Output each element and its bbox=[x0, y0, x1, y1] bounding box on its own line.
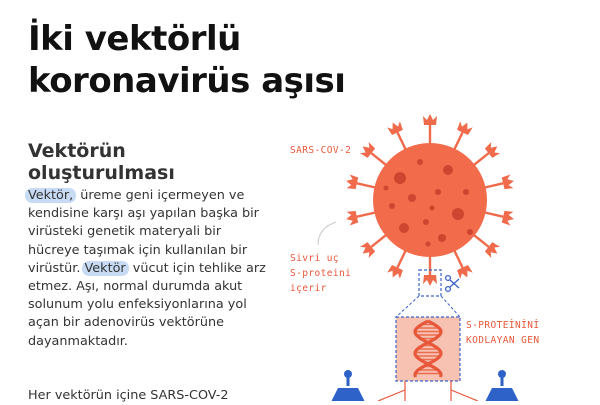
spike-stalk bbox=[484, 183, 503, 187]
virus-icon bbox=[345, 114, 516, 286]
label-spike-line-3: içerir bbox=[290, 283, 327, 294]
gene-branch-right bbox=[451, 390, 478, 401]
spike-stalk bbox=[397, 132, 406, 150]
virus-dot bbox=[408, 194, 416, 202]
virus-dot bbox=[443, 165, 453, 175]
spike-head bbox=[423, 114, 437, 125]
description-paragraph-2: Her vektörün içine SARS-COV-2 bbox=[28, 388, 229, 403]
virus-dot bbox=[426, 242, 431, 247]
spike-head bbox=[456, 265, 473, 281]
spike-stalk bbox=[484, 212, 503, 216]
spike-stalk bbox=[397, 250, 406, 268]
spike-head bbox=[456, 119, 473, 135]
spike-stalk bbox=[454, 250, 463, 268]
spike-stalk bbox=[371, 153, 387, 165]
spike-head bbox=[386, 265, 403, 281]
virus-dot bbox=[430, 206, 435, 211]
adenovirus-vector-icon bbox=[330, 370, 366, 401]
spike-stalk bbox=[473, 153, 489, 165]
title-line-2: koronavirüs aşısı bbox=[28, 61, 346, 101]
section-heading-line-2: oluşturulması bbox=[28, 162, 175, 184]
label-gene-line-2: KODLAYAN GEN bbox=[466, 335, 540, 346]
virus-dot bbox=[435, 189, 441, 195]
virus-dot bbox=[384, 186, 389, 191]
spike-head bbox=[502, 210, 516, 226]
virus-dot bbox=[417, 159, 423, 165]
spike-head bbox=[386, 119, 403, 135]
virus-dot bbox=[394, 172, 406, 184]
label-spike-line-1: Sivri uç bbox=[290, 253, 339, 264]
virus-dot bbox=[389, 203, 395, 209]
spike-head bbox=[345, 210, 359, 226]
section-heading-line-1: Vektörün bbox=[28, 140, 126, 162]
title-line-1: İki vektörlü bbox=[28, 19, 241, 59]
zoom-line-left bbox=[396, 296, 419, 317]
scissors-icon bbox=[446, 276, 459, 292]
label-sars-cov-2: SARS-COV-2 bbox=[290, 145, 352, 156]
virus-dot bbox=[452, 208, 464, 220]
highlight-vector-2: Vektör bbox=[82, 261, 129, 276]
virus-dot bbox=[399, 223, 409, 233]
spike-leader-line bbox=[318, 222, 336, 245]
label-gene-line-1: S-PROTEİNİNİ bbox=[466, 320, 540, 331]
virus-body bbox=[373, 143, 487, 257]
spike-stalk bbox=[357, 183, 376, 187]
virus-dot bbox=[463, 189, 469, 195]
virus-dot bbox=[467, 229, 473, 235]
description-text-1: üreme geni içermeyen ve kendisine karşı aşı yapılan başka bir virüsteki genetik materyali bir hücreye taşımak için kullanılan bir virüstür. bbox=[28, 188, 259, 276]
virus-dot bbox=[438, 234, 446, 242]
spike-stalk bbox=[371, 234, 387, 246]
description-text-2: vücut için tehlike arz etmez. Aşı, normal durumda akut solunum yolu enfeksiyonlarına yol açan bir adenovirüs vektörüne dayanmaktadır. bbox=[28, 260, 266, 349]
spike-stalk bbox=[473, 234, 489, 246]
virus-dot bbox=[423, 219, 429, 225]
spike-head bbox=[423, 275, 437, 286]
gene-branch-left bbox=[378, 390, 405, 401]
highlight-vector-1: Vektör, bbox=[25, 188, 76, 203]
label-spike-line-2: S-proteini bbox=[290, 268, 352, 279]
spike-head bbox=[345, 174, 359, 190]
adenovirus-vector-icon bbox=[484, 370, 520, 401]
spike-head bbox=[502, 174, 516, 190]
spike-stalk bbox=[454, 132, 463, 150]
spike-stalk bbox=[357, 212, 376, 216]
zoom-line-right bbox=[441, 296, 460, 317]
